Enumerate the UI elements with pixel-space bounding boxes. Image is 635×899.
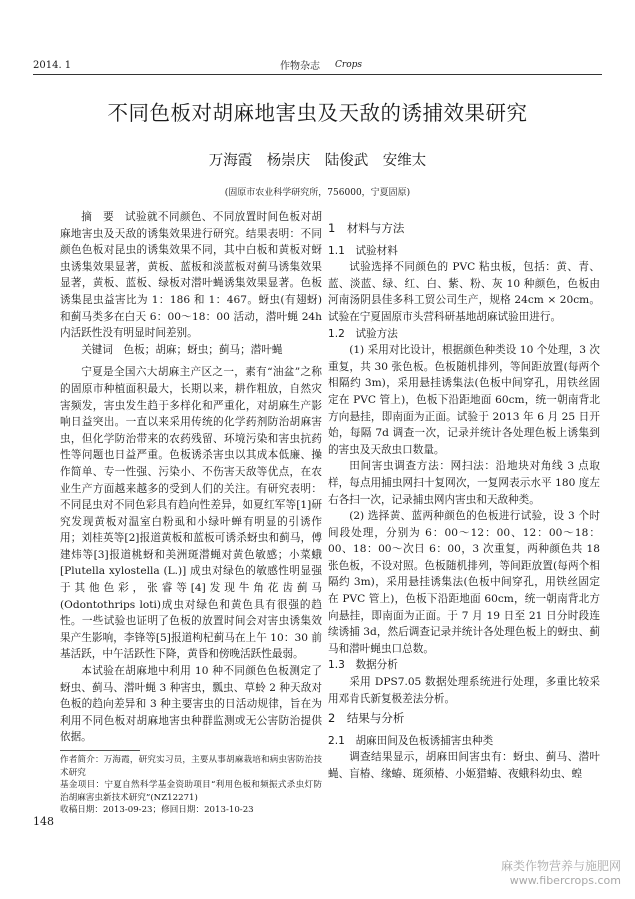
- right-column: [328, 217, 600, 783]
- footnote-dates: 收稿日期：2013-09-23；修回日期：2013-10-23: [60, 805, 254, 816]
- footnote-fund: 基金项目：宁夏自然科学基金资助项目“利用色板和频振式杀虫灯防治胡麻害虫新技术研究”(NZ12271): [60, 780, 322, 803]
- footnote-rule: [60, 750, 140, 751]
- paper-title: 不同色板对胡麻地害虫及天敌的诱捕效果研究: [107, 101, 528, 125]
- watermark: [501, 857, 621, 887]
- section-heading-1: 1 材料与方法: [328, 221, 405, 235]
- abstract: 摘 要 试验就不同颜色、不同放置时间色板对胡麻地害虫及天敌的诱集效果进行研究。结果表明：不同颜色色板对昆虫的诱集效果不同，其中白板和黄板对蚜虫诱集效果显著，黄板、蓝板和淡蓝板对蓟马诱集效果显著，黄板、蓝板、绿板对潜叶蝇诱集效果显著。色板诱集昆虫益害比为 1：186 和 1：467。蚜虫(有翅蚜)和蓟马类多在白天 6：00～18：00 活动，潜叶蝇 24h 内活跃性没有明显时间差别。: [60, 211, 322, 340]
- header-rule: [33, 74, 602, 75]
- author-list: 万海霞 杨崇庆 陆俊武 安维太: [208, 153, 427, 169]
- intro-paragraph-2: 本试验在胡麻地中利用 10 种不同颜色色板测定了蚜虫、蓟马、潜叶蝇 3 种害虫，瓢虫、草蛉 2 种天敌对色板的趋向差异和 3 种主要害虫的日活动规律，旨在为利用不同色板对胡麻地害虫种群监测或无公害防治提供依据。: [60, 665, 322, 744]
- subsection-heading-2-1: 2.1 胡麻田间及色板诱捕害虫种类: [328, 734, 494, 747]
- paragraph-results: 调查结果显示，胡麻田间害虫有：蚜虫、蓟马、潜叶蝇、盲椿、缘蝽、斑须椿、小姬猎蝽、夜蛾科幼虫、蝗: [328, 751, 600, 780]
- paragraph-method-2: 田间害虫调查方法：网扫法：沿地块对角线 3 点取样，每点用捕虫网扫十复网次，一复网表示水平 180 度左右各扫一次，记录捕虫网内害虫和天敌种类。: [328, 460, 600, 506]
- paragraph-method-3: (2) 选择黄、蓝两种颜色的色板进行试验，设 3 个时间段处理，分别为 6：00～12：00、12：00～18：00、18：00～次日 6：00，3 次重复，两种颜色共 18 张色板，不设对照。色板随机排列，等间距放置(每两个相隔约 3m)，采用悬挂诱集法(色板中间穿孔，用铁丝固定在 PVC 管上)，色板下沿距地面 60cm，统一朝南背北方向悬挂，即南面为正面。于 7 月 19 日至 21 日分时段连续诱捕 3d，然后调查记录并统计各处理色板上的蚜虫、蓟马和潜叶蝇虫口总数。: [328, 510, 600, 655]
- section-heading-2: 2 结果与分析: [328, 711, 405, 726]
- subsection-heading-1-2: 1.2 试验方法: [328, 327, 398, 340]
- paragraph-data-analysis: 采用 DPS7.05 数据处理系统进行处理，多重比较采用邓肯氏新复极差法分析。: [328, 676, 600, 705]
- watermark-line-2: www.fibercrops.com: [509, 874, 621, 887]
- subsection-heading-1-3: 1.3 数据分析: [328, 659, 398, 672]
- affiliation: (固原市农业科学研究所，756000，宁夏固原): [224, 188, 411, 198]
- footnote-author: 作者简介：万海霞，研究实习员，主要从事胡麻栽培和病虫害防治技术研究: [60, 755, 322, 778]
- subsection-heading-1-1: 1.1 试验材料: [328, 244, 398, 257]
- page-number: 148: [33, 815, 54, 828]
- keywords: 关键词 色板；胡麻；蚜虫；蓟马；潜叶蝇: [81, 343, 283, 356]
- header-journal-en: Crops: [335, 60, 362, 70]
- header-journal: 作物杂志: [280, 61, 320, 72]
- paragraph-method-1: (1) 采用对比设计，根据颜色种类设 10 个处理，3 次重复，共 30 张色板。色板随机排列，等间距放置(每两个相隔约 3m)，采用悬挂诱集法(色板中间穿孔，用铁丝固定在 PVC 管上)，色板下沿距地面 60cm，统一朝南背北方向悬挂，即南面为正面。试验于 2013 年 6 月 25 日开始，每隔 7d 调查一次，记录并统计各处理色板上诱集到的害虫及天敌虫口数量。: [328, 344, 600, 456]
- intro-paragraph-1: 宁夏是全国六大胡麻主产区之一，素有“油盆”之称的固原市种植面积最大，长期以来，耕作粗放，自然灾害频发，害虫发生趋于多样化和严重化，对胡麻生产影响日益突出。一直以来采用传统的化学药剂防治胡麻害虫，但化学防治带来的农药残留、环境污染和害虫抗药性等问题也日益严重。色板诱杀害虫以其成本低廉、操作简单、专一性强、污染小、不伤害天敌等优点，在农业生产方面越来越多的受到人们的关注。有研究表明：不同昆虫对不同色彩具有趋向性差异，如夏红军等[1]研究发现黄板对温室白粉虱和小绿叶蝉有明显的引诱作用；刘桂英等[2]报道黄板和蓝板可诱杀蚜虫和蓟马，傅建炜等[3]报道桃蚜和美洲斑潜蝇对黄色敏感；小菜蛾 [Plutella xylostella (L.)] 成虫对绿色的敏感性明显强于其他色彩，张睿等[4]发现牛角花齿蓟马(Odontothrips loti)成虫对绿色和黄色具有很强的趋性。一些试验也证明了色板的放置时间会对害虫诱集效果产生影响，李锋等[5]报道枸杞蓟马在上午 10：30 前基活跃，中午活跃性下降，黄昏和傍晚活跃性最弱。: [60, 366, 322, 661]
- paragraph-materials: 试验选择不同颜色的 PVC 粘虫板，包括：黄、青、蓝、淡蓝、绿、红、白、紫、粉、灰 10 种颜色，色板由河南汤阴县佳多科工贸公司生产，规格 24cm × 20cm。试验在宁夏固原市头营科研基地胡麻试验田进行。: [328, 261, 600, 323]
- header-year: 2014. 1: [33, 60, 72, 71]
- left-column: [60, 209, 322, 817]
- watermark-line-1: 麻类作物营养与施肥网: [500, 859, 621, 873]
